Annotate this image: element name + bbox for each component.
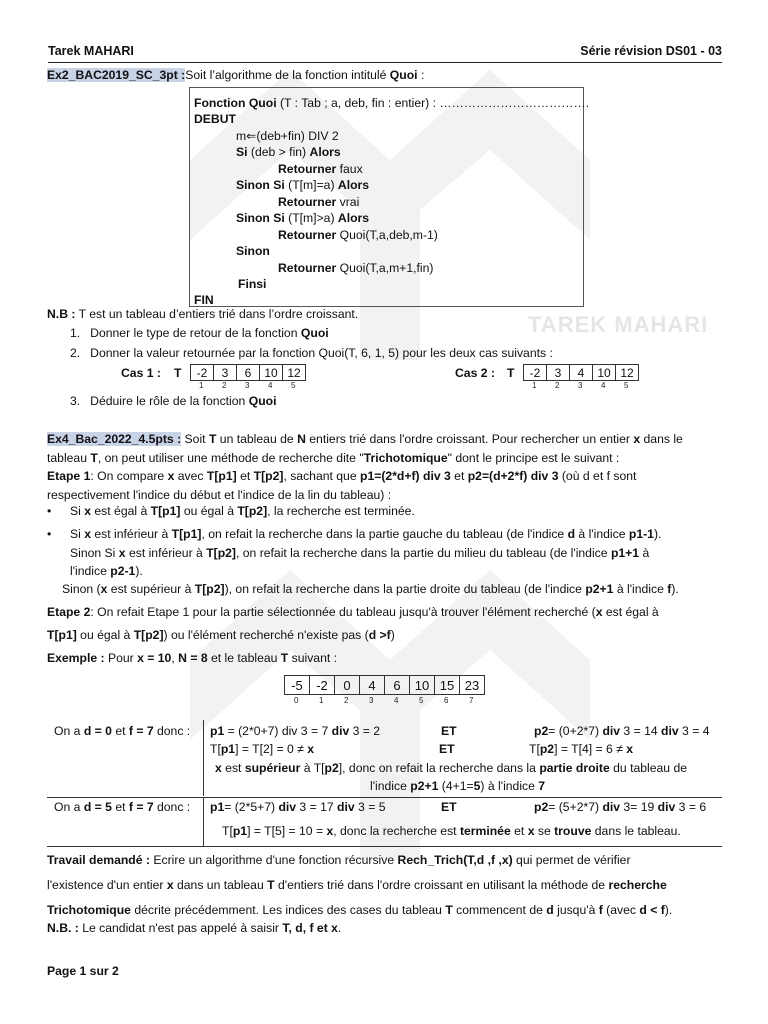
cas2-index: 4 xyxy=(601,381,606,390)
cas1-cell: 10 xyxy=(260,365,283,381)
trace-1-cmp-2: T[p2] = T[4] = 6 ≠ x xyxy=(529,742,634,756)
author-name: Tarek MAHARI xyxy=(48,44,134,58)
trace-1-p2: p2= (0+2*7) div 3 = 14 div 3 = 4 xyxy=(534,724,710,738)
cas1-index: 5 xyxy=(291,381,296,390)
algo-line-2: DEBUT xyxy=(194,112,236,126)
cas2-index: 2 xyxy=(555,381,560,390)
cas2-index: 5 xyxy=(624,381,629,390)
cas1-cell: -2 xyxy=(191,365,214,381)
cas1-cell: 3 xyxy=(214,365,237,381)
ex2-nb: N.B : T est un tableau d’entiers trié dans l’ordre croissant. xyxy=(47,307,359,321)
cas2-cell: 4 xyxy=(570,365,593,381)
example-cell: -2 xyxy=(310,676,335,695)
cas1-cell: 6 xyxy=(237,365,260,381)
ex2-question-1: 1. Donner le type de retour de la fonction Quoi xyxy=(70,326,329,340)
example-cell: 23 xyxy=(460,676,485,695)
ex2-intro: Ex2_BAC2019_SC_3pt :Soit l’algorithme de la fonction intitulé Quoi : xyxy=(47,68,425,82)
trace-divider-2 xyxy=(203,797,204,847)
trace-2-p1: p1= (2*5+7) div 3 = 17 div 3 = 5 xyxy=(210,800,386,814)
cas1-index: 3 xyxy=(245,381,250,390)
ex4-intro: Ex4_Bac_2022_4.5pts : Soit T un tableau de N entiers trié dans l'ordre croissant. Pour rechercher un entier x dans le tableau T, on peut utiliser une méthode de recherche dite "Trichotomique" dont le principe est le suivant : Etape 1: On compare x avec T[p1] et T[p2], sachant que p1=(2*d+f) div 3 et p2=(d+2*f) div 3 (où d et f sont respectivement l'indice du début et l'indice de la lin du tableau) : xyxy=(47,432,683,502)
cas1-index: 1 xyxy=(199,381,204,390)
cas1-index: 4 xyxy=(268,381,273,390)
algo-line-7: Retourner vrai xyxy=(278,195,360,209)
algo-line-9: Retourner Quoi(T,a,deb,m-1) xyxy=(278,228,438,242)
example-index: 6 xyxy=(444,696,449,705)
cas2-cell: 10 xyxy=(593,365,616,381)
trace-1-line-4: l'indice p2+1 (4+1=5) à l'indice 7 xyxy=(370,779,546,793)
example-index: 7 xyxy=(469,696,474,705)
cas1-cell: 12 xyxy=(283,365,306,381)
watermark-text: TAREK MAHARI xyxy=(528,312,709,337)
trace-1-p1: p1 = (2*0+7) div 3 = 7 div 3 = 2 xyxy=(210,724,381,738)
algo-line-5: Retourner faux xyxy=(278,162,363,176)
bullet-1: • xyxy=(47,504,52,518)
cas1-table xyxy=(190,364,306,381)
ex4-tag: Ex4_Bac_2022_4.5pts : xyxy=(47,432,182,446)
example-index: 5 xyxy=(419,696,424,705)
ex2-question-2: 2. Donner la valeur retournée par la fonction Quoi(T, 6, 1, 5) pour les deux cas suivants : xyxy=(70,346,553,360)
algo-line-1: Fonction Quoi (T : Tab ; a, deb, fin : entier) : ………………………………. xyxy=(194,96,590,110)
bullet-2-text: Si x est inférieur à T[p1], on refait la recherche dans la partie gauche du tableau (de l'indice d à l'indice p1-1). Sinon Si x est inférieur à T[p2], on refait la recherche dans la partie du milieu du tableau (de l'indice p1+1 à l'indice p2-1). xyxy=(70,527,662,578)
cas2-cell: 3 xyxy=(547,365,570,381)
trace-2-et: ET xyxy=(441,800,457,814)
algo-line-6: Sinon Si (T[m]=a) Alors xyxy=(236,178,370,192)
trace-separator xyxy=(47,797,722,798)
algo-line-12: Finsi xyxy=(238,277,267,291)
trace-2-left: On a d = 5 et f = 7 donc : xyxy=(54,800,191,814)
algo-line-3: m⇐(deb+fin) DIV 2 xyxy=(236,129,339,143)
cas2-cell: -2 xyxy=(524,365,547,381)
bullet-2: • xyxy=(47,527,52,541)
nb-candidat: N.B. : Le candidat n'est pas appelé à saisir T, d, f et x. xyxy=(47,921,342,935)
cas1-index: 2 xyxy=(222,381,227,390)
page-header xyxy=(48,44,722,63)
example-index: 3 xyxy=(369,696,374,705)
cas2-table xyxy=(523,364,639,381)
cas1-label: Cas 1 : xyxy=(121,366,161,380)
algo-line-10: Sinon xyxy=(236,244,270,258)
algo-line-4: Si (deb > fin) Alors xyxy=(236,145,341,159)
example-index: 0 xyxy=(294,696,299,705)
trace-1-cmp-1: T[p1] = T[2] = 0 ≠ x xyxy=(210,742,315,756)
example-cell: 15 xyxy=(435,676,460,695)
example-line: Exemple : Pour x = 10, N = 8 et le tableau T suivant : xyxy=(47,651,338,665)
algo-line-13: FIN xyxy=(194,293,214,307)
cas2-cell: 12 xyxy=(616,365,639,381)
cas1-T: T xyxy=(174,366,182,380)
page-number: Page 1 sur 2 xyxy=(47,964,119,978)
trace-2-line-2: T[p1] = T[5] = 10 = x, donc la recherche est terminée et x se trouve dans le tableau. xyxy=(222,824,681,838)
example-cell: 10 xyxy=(410,676,435,695)
travail-demande: Travail demandé : Ecrire un algorithme d'une fonction récursive Rech_Trich(T,d ,f ,x) qui permet de vérifier l'existence d'un entier x dans un tableau T d'entiers trié dans l'ordre croissant en utilisant la méthode de recherche Trichotomique décrite précédemment. Les indices des cases du tableau T commencent de d jusqu'à f (avec d < f). xyxy=(47,853,673,917)
trace-1-et-2: ET xyxy=(439,742,455,756)
etape-2: Etape 2: On refait Etape 1 pour la partie sélectionnée du tableau jusqu'à trouver l'élément recherché (x est égal à T[p1] ou égal à T[p2]) ou l'élément recherché n'existe pas (d >f) xyxy=(47,605,659,642)
trace-1-et-1: ET xyxy=(441,724,457,738)
trace-1-left: On a d = 0 et f = 7 donc : xyxy=(54,724,191,738)
ex2-tag: Ex2_BAC2019_SC_3pt : xyxy=(47,68,186,82)
cas2-T: T xyxy=(507,366,515,380)
trace-bottom-line xyxy=(47,846,722,847)
cas2-index: 3 xyxy=(578,381,583,390)
cas2-index: 1 xyxy=(532,381,537,390)
example-index: 2 xyxy=(344,696,349,705)
algorithm-box xyxy=(189,87,590,307)
ex2-question-3: 3. Déduire le rôle de la fonction Quoi xyxy=(70,394,277,408)
example-cell: -5 xyxy=(285,676,310,695)
series-title: Série révision DS01 - 03 xyxy=(580,44,722,58)
example-index: 4 xyxy=(394,696,399,705)
trace-divider-1 xyxy=(203,720,204,796)
example-cell: 6 xyxy=(385,676,410,695)
bullet-1-text: Si x est égal à T[p1] ou égal à T[p2], la recherche est terminée. xyxy=(70,504,415,518)
cas2-label: Cas 2 : xyxy=(455,366,495,380)
bullet-3-text: Sinon (x est supérieur à T[p2]), on refait la recherche dans la partie droite du tableau (de l'indice p2+1 à l'indice f). xyxy=(62,582,679,596)
example-table xyxy=(284,675,485,695)
example-cell: 0 xyxy=(335,676,360,695)
algo-line-11: Retourner Quoi(T,a,m+1,fin) xyxy=(278,261,434,275)
trace-2-p2: p2= (5+2*7) div 3= 19 div 3 = 6 xyxy=(534,800,707,814)
example-cell: 4 xyxy=(360,676,385,695)
example-index: 1 xyxy=(319,696,324,705)
trace-1-line-3: x est supérieur à T[p2], donc on refait la recherche dans la partie droite du tableau de xyxy=(215,761,688,775)
algo-line-8: Sinon Si (T[m]>a) Alors xyxy=(236,211,370,225)
